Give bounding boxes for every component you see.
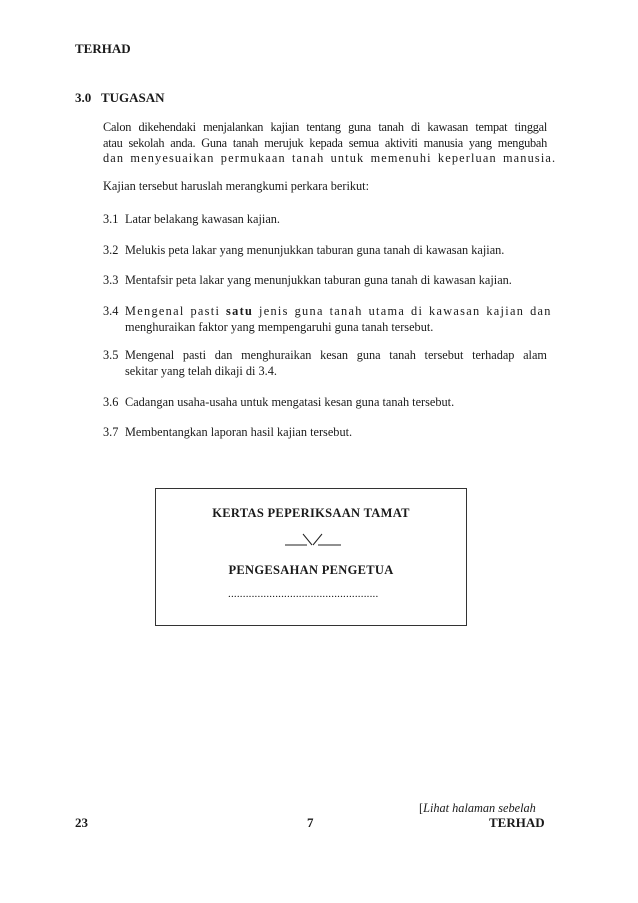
task-item-3-2	[103, 243, 547, 259]
exam-end-box	[155, 488, 467, 626]
task-text-line-1: Mengenal pasti dan menghuraikan kesan guna tanah tersebut terhadap alam	[125, 348, 547, 362]
footer-code: 23	[75, 815, 88, 830]
task-item-3-1	[103, 212, 547, 228]
task-item-3-5	[103, 348, 547, 379]
task-item-3-6	[103, 395, 547, 411]
lead-text: Kajian tersebut haruslah merangkumi perkara berikut:	[103, 179, 369, 193]
task-text: Membentangkan laporan hasil kajian tersebut.	[125, 425, 353, 439]
task-number: 3.6	[103, 395, 119, 409]
task-number: 3.7	[103, 425, 119, 439]
section-title: TUGASAN	[101, 90, 165, 105]
task-number: 3.2	[103, 243, 119, 257]
footer-turn-page-note	[419, 801, 536, 816]
task-item-3-3	[103, 273, 547, 289]
signature-dotted-line: ...................................................	[228, 588, 379, 600]
lead-sentence	[103, 179, 547, 195]
emphasis-satu: satu	[226, 304, 254, 318]
principal-verification-label: PENGESAHAN PENGETUA	[228, 563, 394, 577]
footer-note-bracket: [	[419, 801, 424, 815]
task-number: 3.4	[103, 304, 119, 318]
end-mark-icon	[283, 527, 343, 549]
task-item-3-7	[103, 425, 547, 441]
task-text: Latar belakang kawasan kajian.	[125, 212, 281, 226]
task-text: Cadangan usaha-usaha untuk mengatasi kesan guna tanah tersebut.	[125, 395, 455, 409]
footer-classification: TERHAD	[489, 815, 545, 830]
section-number: 3.0	[75, 90, 92, 105]
task-text-line-2: menghuraikan faktor yang mempengaruhi guna tanah tersebut.	[125, 319, 434, 334]
task-number: 3.3	[103, 273, 119, 287]
task-number: 3.5	[103, 348, 119, 362]
intro-line-3: dan menyesuaikan permukaan tanah untuk memenuhi keperluan manusia.	[103, 151, 557, 165]
task-number: 3.1	[103, 212, 119, 226]
task-text-line-2: sekitar yang telah dikaji di 3.4.	[125, 363, 277, 378]
task-text-line-1: Mengenal pasti satu jenis guna tanah utama di kawasan kajian dan	[125, 304, 552, 318]
header-classification: TERHAD	[75, 41, 131, 56]
section-heading	[75, 90, 165, 106]
intro-line-2: atau sekolah anda. Guna tanah merujuk kepada semua aktiviti manusia yang mengubah	[103, 135, 547, 150]
footer-note-text: Lihat halaman sebelah	[423, 801, 536, 815]
task-text: Melukis peta lakar yang menunjukkan taburan guna tanah di kawasan kajian.	[125, 243, 505, 257]
intro-paragraph	[103, 120, 557, 167]
exam-end-title: KERTAS PEPERIKSAAN TAMAT	[212, 506, 410, 520]
footer-page-number: 7	[307, 815, 314, 830]
task-item-3-4	[103, 304, 552, 335]
intro-line-1: Calon dikehendaki menjalankan kajian tentang guna tanah di kawasan tempat tinggal	[103, 120, 547, 134]
task-text: Mentafsir peta lakar yang menunjukkan taburan guna tanah di kawasan kajian.	[125, 273, 512, 287]
